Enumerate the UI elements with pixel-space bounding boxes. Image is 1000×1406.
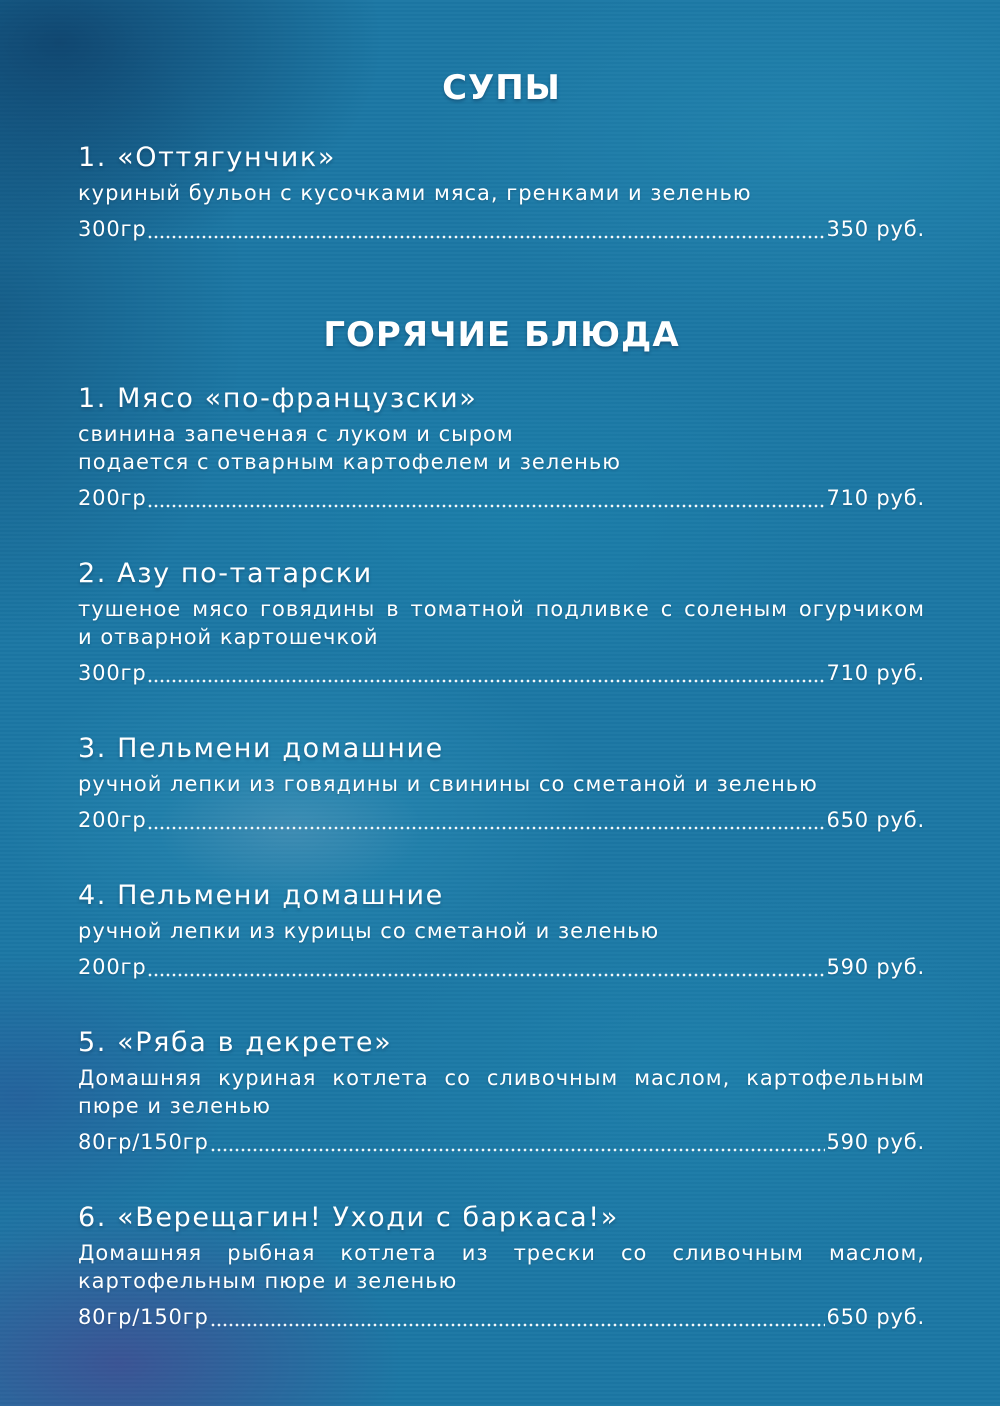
item-description-line: пюре и зеленью	[78, 1094, 271, 1118]
item-weight: 300гр	[78, 661, 147, 685]
item-title: 2. Азу по-татарски	[78, 558, 373, 589]
item-price: 650 руб.	[826, 1305, 925, 1329]
item-description-line: Домашняя куриная котлета со сливочным маслом, картофельным	[78, 1066, 925, 1090]
menu-item	[78, 733, 925, 834]
menu-section	[78, 315, 925, 1331]
item-price-row	[78, 1128, 925, 1156]
section-title: ГОРЯЧИЕ БЛЮДА	[323, 315, 680, 355]
item-description-line: ручной лепки из говядины и свинины со сметаной и зеленью	[78, 772, 818, 796]
item-price: 590 руб.	[826, 955, 925, 979]
item-description-line: Домашняя рыбная котлета из трески со сливочным маслом,	[78, 1241, 925, 1265]
item-description	[78, 770, 925, 798]
item-price: 590 руб.	[826, 1130, 925, 1154]
item-description-line: тушеное мясо говядины в томатной подливке с соленым огурчиком	[78, 597, 925, 621]
menu-section	[78, 68, 925, 243]
menu-item	[78, 558, 925, 687]
item-description-line: картофельным пюре и зеленью	[78, 1269, 458, 1293]
dotted-leader	[147, 677, 825, 687]
item-price-row	[78, 215, 925, 243]
item-price: 710 руб.	[826, 486, 925, 510]
item-price-row	[78, 806, 925, 834]
dotted-leader	[147, 824, 825, 834]
dotted-leader	[210, 1146, 826, 1156]
dotted-leader	[210, 1321, 826, 1331]
section-items	[78, 383, 925, 1331]
section-items	[78, 142, 925, 243]
item-title: 3. Пельмени домашние	[78, 733, 444, 764]
menu-item	[78, 142, 925, 243]
item-title: 5. «Ряба в декрете»	[78, 1027, 393, 1058]
item-description-line: подается с отварным картофелем и зеленью	[78, 450, 621, 474]
item-weight: 200гр	[78, 486, 147, 510]
item-description	[78, 179, 925, 207]
item-price: 710 руб.	[826, 661, 925, 685]
item-description	[78, 595, 925, 651]
item-title: 4. Пельмени домашние	[78, 880, 444, 911]
item-title: 1. Мясо «по-французски»	[78, 383, 478, 414]
item-title: 1. «Оттягунчик»	[78, 142, 336, 173]
item-description-line: свинина запеченая с луком и сыром	[78, 422, 514, 446]
dotted-leader	[147, 502, 825, 512]
item-price-row	[78, 953, 925, 981]
menu-item	[78, 1202, 925, 1331]
item-price: 650 руб.	[826, 808, 925, 832]
item-title: 6. «Верещагин! Уходи с баркаса!»	[78, 1202, 619, 1233]
menu-item	[78, 383, 925, 512]
item-weight: 200гр	[78, 808, 147, 832]
item-description-line: ручной лепки из курицы со сметаной и зеленью	[78, 919, 660, 943]
item-description	[78, 917, 925, 945]
section-title: СУПЫ	[442, 68, 561, 108]
item-weight: 300гр	[78, 217, 147, 241]
item-weight: 80гр/150гр	[78, 1130, 209, 1154]
item-description	[78, 1239, 925, 1295]
dotted-leader	[147, 233, 825, 243]
item-price-row	[78, 484, 925, 512]
item-description	[78, 420, 925, 476]
item-price-row	[78, 659, 925, 687]
menu-item	[78, 880, 925, 981]
item-weight: 200гр	[78, 955, 147, 979]
item-description-line: и отварной картошечкой	[78, 625, 379, 649]
item-description	[78, 1064, 925, 1120]
item-description-line: куриный бульон с кусочками мяса, гренками и зеленью	[78, 181, 752, 205]
item-price-row	[78, 1303, 925, 1331]
item-price: 350 руб.	[826, 217, 925, 241]
dotted-leader	[147, 971, 825, 981]
menu-item	[78, 1027, 925, 1156]
item-weight: 80гр/150гр	[78, 1305, 209, 1329]
